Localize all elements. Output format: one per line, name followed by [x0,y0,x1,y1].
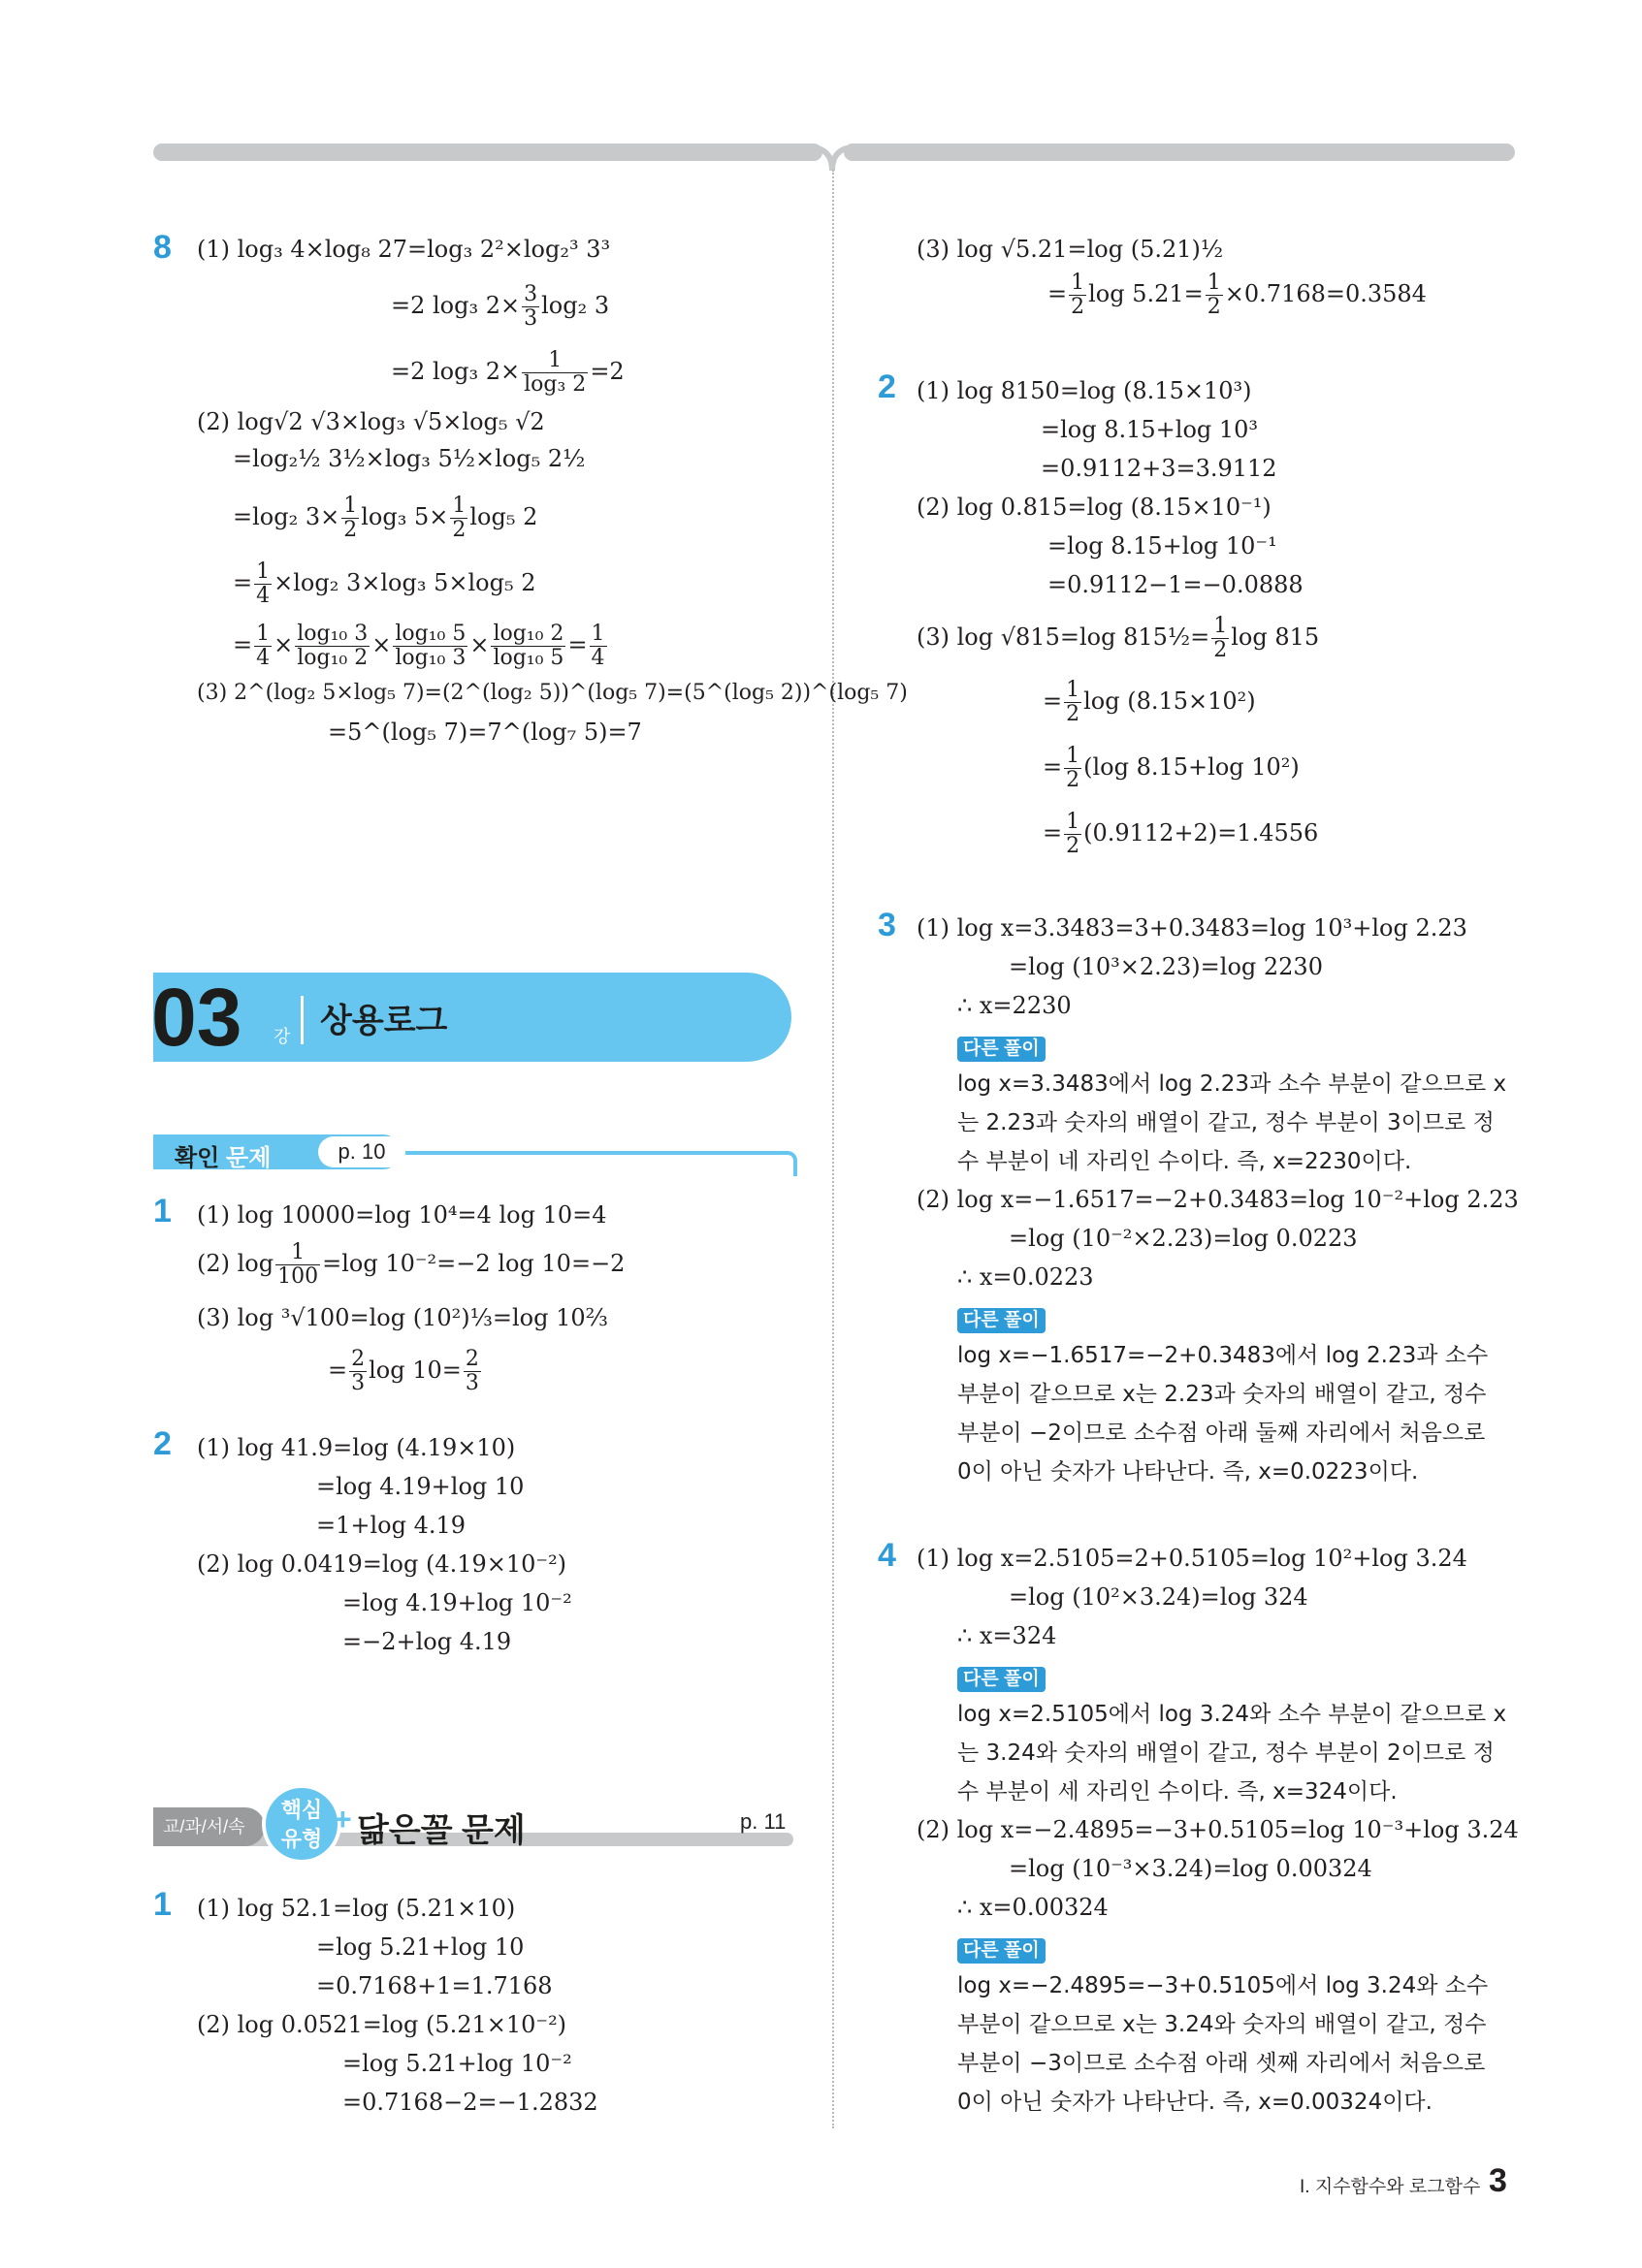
solution-line: = $\frac{2}{3}$ log 10= $\frac{2}{3}$ [328,1347,479,1395]
alt-solution-text: 부분이 −3이므로 소수점 아래 셋째 자리에서 처음으로 [957,2051,1486,2076]
problem-number: 2 [153,1425,172,1462]
alt-solution-label: 다른 풀이 [957,1662,1046,1692]
alt-solution-text: log x=−2.4895=−3+0.5105에서 log 3.24와 소수 [957,1973,1489,1998]
alt-solution-label: 다른 풀이 [957,1933,1046,1964]
solution-line: =0.7168+1=1.7168 [316,1972,553,1999]
solution-line: (1) log x=2.5105=2+0.5105=log 10²+log 3.24 [917,1545,1467,1572]
solution-line: =0.7168−2=−1.2832 [342,2089,598,2116]
plus-icon: + [334,1802,352,1837]
solution-line: =log (10²×3.24)=log 324 [1009,1583,1308,1611]
column-divider [832,170,834,2128]
solution-line: =log₂½ 3½×log₃ 5½×log₅ 2½ [233,445,586,472]
section-header-check [153,1134,793,1173]
solution-line: (1) log 52.1=log (5.21×10) [197,1895,516,1922]
solution-line: (2) log x=−2.4895=−3+0.5105=log 10⁻³+log 3.24 [917,1816,1519,1843]
alt-solution-text: 는 2.23과 숫자의 배열이 같고, 정수 부분이 3이므로 정 [957,1110,1495,1135]
chapter-suffix: 강 [274,1027,291,1046]
chapter-title: 상용로그 [320,1003,448,1039]
alt-solution-text: log x=3.3483에서 log 2.23과 소수 부분이 같으므로 x [957,1071,1507,1097]
alt-solution-text: 부분이 같으므로 x는 3.24와 숫자의 배열이 같고, 정수 [957,2012,1487,2037]
alt-solution-label: 다른 풀이 [957,1303,1046,1333]
solution-line: =log (10⁻³×3.24)=log 0.00324 [1009,1855,1372,1882]
solution-line: =log (10⁻²×2.23)=log 0.0223 [1009,1225,1358,1252]
banner-separator [301,996,304,1044]
solution-line: (2) log√2 √3×log₃ √5×log₅ √2 [197,408,545,435]
solution-line: ∴ x=324 [957,1622,1057,1649]
solution-line: ∴ x=2230 [957,992,1072,1019]
solution-line: =−2+log 4.19 [342,1628,512,1655]
alt-solution-text: 0이 아닌 숫자가 나타난다. 즉, x=0.00324이다. [957,2090,1433,2115]
alt-solution-label: 다른 풀이 [957,1032,1046,1062]
solution-line: =log 5.21+log 10 [316,1933,525,1961]
core-badge: 핵심 유형 [262,1784,341,1864]
solution-line: =log 4.19+log 10⁻² [342,1589,572,1616]
core-tag: 교/과/서/속 [153,1807,265,1846]
binding-notch [813,145,852,171]
solution-line: =2 log₃ 2× $\frac{1}{\text{log₃ 2}}$ =2 [391,348,625,397]
solution-line: ∴ x=0.0223 [957,1263,1094,1291]
solution-line: =log 8.15+log 10⁻¹ [1047,532,1277,559]
solution-line: =0.9112−1=−0.0888 [1047,571,1304,598]
solution-line: (2) log $\frac{1}{100}$ =log 10⁻²=−2 log 10=−2 [197,1240,626,1289]
solution-line: =log 4.19+log 10 [316,1473,525,1500]
chapter-banner [153,973,791,1062]
alt-solution-text: 수 부분이 네 자리인 수이다. 즉, x=2230이다. [957,1149,1412,1174]
footer-chapter: I. 지수함수와 로그함수 [1300,2177,1481,2197]
solution-line: (3) log ³√100=log (10²)⅓=log 10⅔ [197,1304,608,1331]
alt-solution-text: log x=2.5105에서 log 3.24와 소수 부분이 같으므로 x [957,1702,1507,1727]
section-page-ref: p. 10 [318,1136,405,1167]
solution-line: (1) log 41.9=log (4.19×10) [197,1434,516,1461]
header-hook [782,1151,797,1176]
top-binding-bar-left [153,144,822,161]
solution-line: = $\frac{1}{2}$ (log 8.15+log 10²) [1043,744,1300,792]
problem-number: 2 [878,368,896,405]
problem-number: 4 [878,1537,896,1574]
core-title: 닮은꼴 문제 [357,1812,526,1849]
solution-line: =5^(log₅ 7)=7^(log₇ 5)=7 [328,719,642,746]
solution-line: =0.9112+3=3.9112 [1041,455,1277,482]
solution-line: (1) log₃ 4×log₈ 27=log₃ 2²×log₂³ 3³ [197,236,611,263]
top-binding-bar-right [844,144,1515,161]
solution-line: ∴ x=0.00324 [957,1894,1109,1921]
section-label: 확인 문제 [175,1145,272,1171]
problem-number: 1 [153,1886,172,1923]
problem-number: 8 [153,229,172,266]
alt-solution-text: 부분이 −2이므로 소수점 아래 둘째 자리에서 처음으로 [957,1421,1486,1446]
solution-line: = $\frac{1}{2}$ (0.9112+2)=1.4556 [1043,810,1319,858]
core-page-ref: p. 11 [740,1809,787,1834]
solution-line: =log₂ 3× $\frac{1}{2}$ log₃ 5× $\frac{1}{2}$ log₅ 2 [233,494,538,542]
solution-line: (3) log √815=log 815½= $\frac{1}{2}$ log 815 [917,614,1320,662]
solution-line: (2) log x=−1.6517=−2+0.3483=log 10⁻²+log 2.23 [917,1186,1519,1213]
solution-line: =2 log₃ 2× $\frac{3}{3}$ log₂ 3 [391,282,610,331]
solution-line: (1) log 8150=log (8.15×10³) [917,377,1252,404]
alt-solution-text: 수 부분이 세 자리인 수이다. 즉, x=324이다. [957,1779,1398,1805]
solution-line: = $\frac{1}{4}$ × $\frac{\text{log₁₀ 3}}{\text{log₁₀ 2}}$ × $\frac{\text{log₁₀ 5}}{\text{log₁₀ 3}}$ × $\frac{\text{log₁₀ 2}}{\text{log₁₀ 5}}$ = $\frac{1}{4}$ [233,622,605,670]
solution-line: = $\frac{1}{2}$ log 5.21= $\frac{1}{2}$ ×0.7168=0.3584 [1047,271,1427,319]
solution-line: (3) 2^(log₂ 5×log₅ 7)=(2^(log₂ 5))^(log₅ 7)=(5^(log₅ 2))^(log₅ 7) [197,681,908,705]
solution-line: (1) log x=3.3483=3+0.3483=log 10³+log 2.23 [917,914,1467,942]
solution-line: (2) log 0.0419=log (4.19×10⁻²) [197,1550,567,1578]
solution-line: (1) log 10000=log 10⁴=4 log 10=4 [197,1201,607,1229]
alt-solution-text: 는 3.24와 숫자의 배열이 같고, 정수 부분이 2이므로 정 [957,1741,1495,1766]
solution-line: = $\frac{1}{2}$ log (8.15×10²) [1043,678,1256,726]
alt-solution-text: log x=−1.6517=−2+0.3483에서 log 2.23과 소수 [957,1343,1489,1368]
header-rule [396,1151,786,1155]
solution-line: =log (10³×2.23)=log 2230 [1009,953,1323,980]
problem-number: 1 [153,1193,172,1230]
alt-solution-text: 부분이 같으므로 x는 2.23과 숫자의 배열이 같고, 정수 [957,1382,1487,1407]
alt-solution-text: 0이 아닌 숫자가 나타난다. 즉, x=0.0223이다. [957,1459,1419,1485]
solution-line: (2) log 0.0521=log (5.21×10⁻²) [197,2011,567,2038]
solution-line: = $\frac{1}{4}$ ×log₂ 3×log₃ 5×log₅ 2 [233,559,536,608]
solution-line: =log 5.21+log 10⁻² [342,2050,572,2077]
section-header-core [153,1784,793,1871]
solution-line: (3) log √5.21=log (5.21)½ [917,236,1224,263]
chapter-number: 03 [151,972,242,1063]
page-number: 3 [1489,2162,1507,2199]
solution-line: (2) log 0.815=log (8.15×10⁻¹) [917,494,1272,521]
solution-line: =log 8.15+log 10³ [1041,416,1259,443]
solution-line: =1+log 4.19 [316,1512,467,1539]
problem-number: 3 [878,907,896,943]
